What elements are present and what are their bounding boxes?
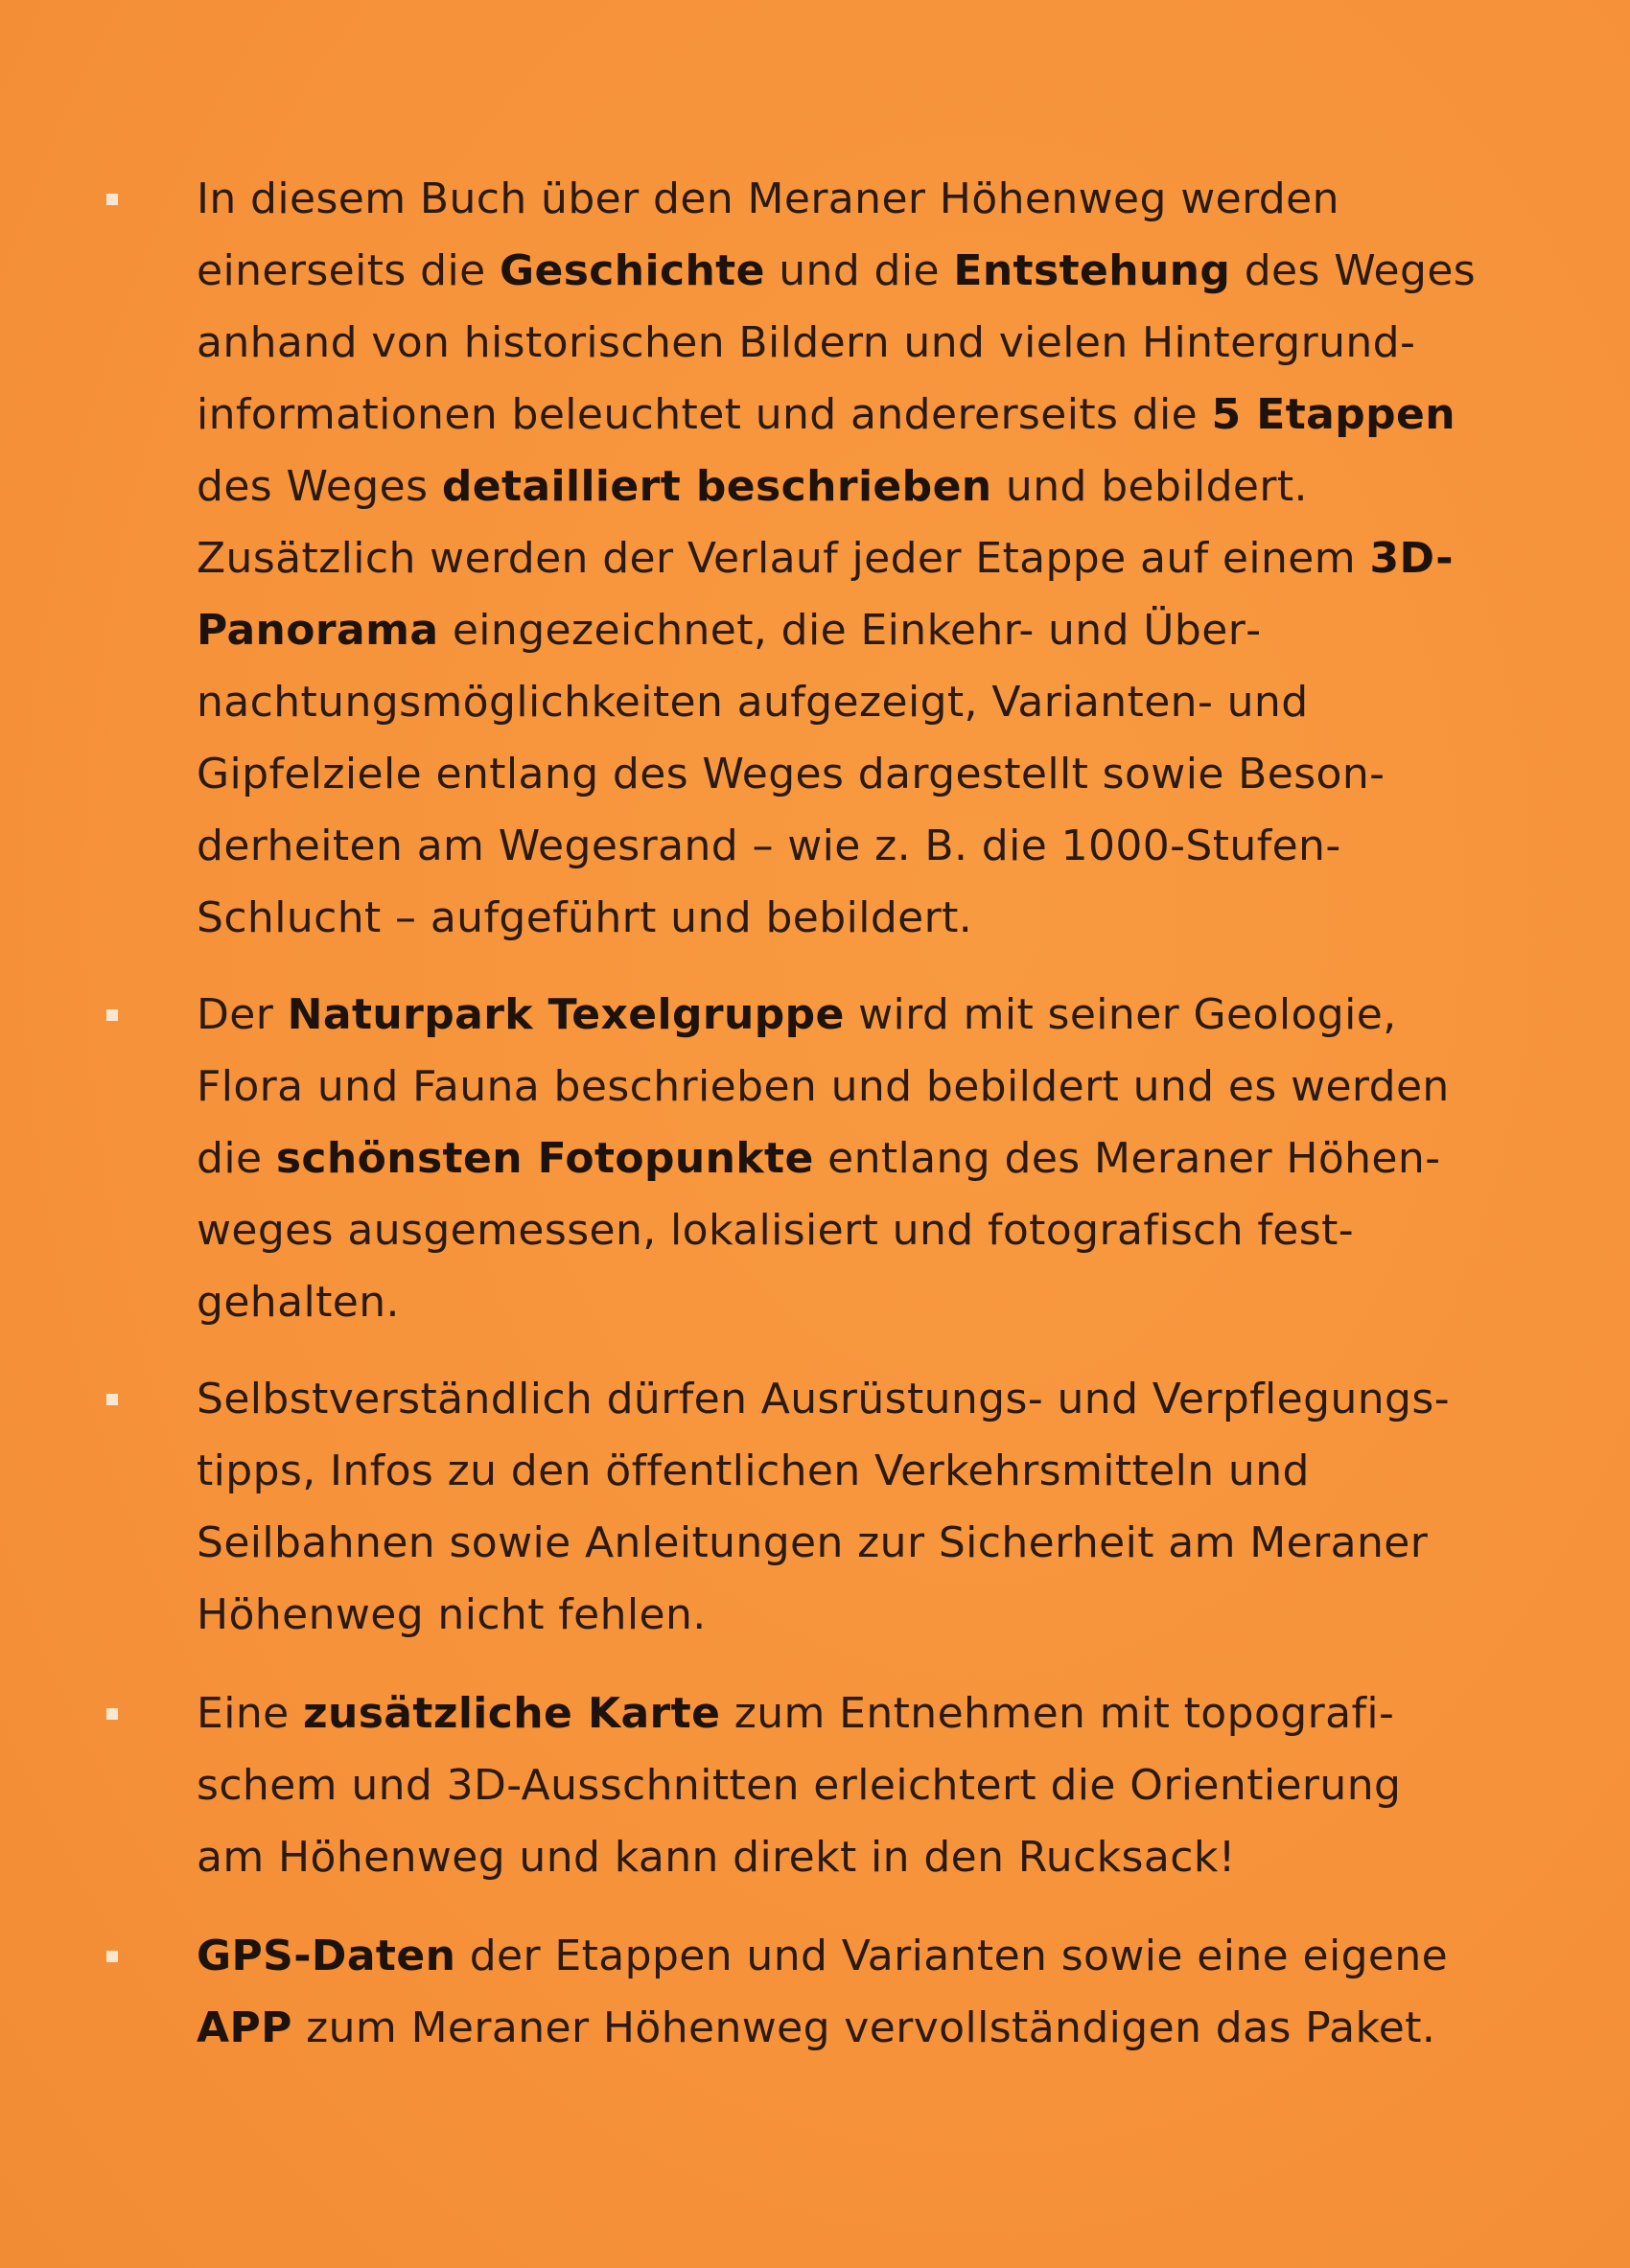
bullet-text bbox=[197, 1363, 1481, 1651]
text-segment: Selbstverständlich dürfen Ausrüstungs- und Verpflegungstipps, Infos zu den öffentlichen Verkehrsmitteln und Seilbahnen sowie Anleitungen zur Sicherheit am Meraner Höhenweg nicht fehlen. bbox=[197, 1375, 1450, 1639]
bullet-gps-app bbox=[197, 1920, 1481, 2064]
bullet-extra-map bbox=[197, 1678, 1481, 1893]
text-segment: In diesem Buch über den Meraner Höhenweg werden einerseits die bbox=[197, 174, 1339, 295]
bold-highlight: zusätzliche Karte bbox=[302, 1689, 721, 1738]
text-segment: entlang des Meraner Höhenweges ausgemessen, lokalisiert und fotografisch festgehalten. bbox=[197, 1134, 1441, 1327]
bold-highlight: Geschichte bbox=[499, 246, 765, 295]
text-segment: wird mit seiner Geologie, Flora und Fauna beschrieben und bebildert und es werden die bbox=[197, 990, 1450, 1183]
square-bullet-icon bbox=[106, 194, 118, 205]
bold-highlight: 3D-Panorama bbox=[197, 534, 1454, 655]
bullet-history-and-stages bbox=[197, 163, 1481, 954]
bullet-text bbox=[197, 1920, 1481, 2064]
text-segment: und bebildert. Zusätzlich werden der Verlauf jeder Etappe auf einem bbox=[197, 462, 1370, 583]
bold-highlight: Naturpark Texelgruppe bbox=[287, 990, 845, 1039]
square-bullet-icon bbox=[106, 1009, 118, 1021]
bold-highlight: GPS-Daten bbox=[197, 1932, 456, 1980]
bullet-text bbox=[197, 979, 1481, 1338]
text-segment: Eine bbox=[197, 1689, 303, 1738]
text-segment: zum Entnehmen mit topografischem und 3D-Ausschnitten erleichtert die Orientierung am Höhenweg und kann direkt in den Rucksack! bbox=[197, 1689, 1402, 1882]
bullet-equipment-tips bbox=[197, 1363, 1481, 1651]
bullet-nature-park bbox=[197, 979, 1481, 1338]
bold-highlight: Entstehung bbox=[953, 246, 1231, 295]
text-segment: eingezeichnet, die Einkehr- und Übernachtungsmöglichkeiten aufgezeigt, Varianten- und Gipfelziele entlang des Weges dargestellt sowie Besonderheiten am Wegesrand – wie z. B. die 1000-Stufen-Schlucht – aufgeführt und bebildert. bbox=[197, 606, 1386, 942]
text-segment: Der bbox=[197, 990, 288, 1039]
bullet-text bbox=[197, 163, 1481, 954]
square-bullet-icon bbox=[106, 1951, 118, 1962]
bold-highlight: 5 Etappen bbox=[1211, 390, 1456, 439]
text-segment: des Weges bbox=[197, 462, 442, 511]
text-segment: der Etappen und Varianten sowie eine eigene bbox=[455, 1932, 1449, 1980]
text-segment: des Weges anhand von historischen Bildern und vielen Hintergrundinformationen beleuchtet und andererseits die bbox=[197, 246, 1477, 439]
text-segment: zum Meraner Höhenweg vervollständigen das Paket. bbox=[291, 2003, 1436, 2052]
text-segment: und die bbox=[764, 246, 954, 295]
bold-highlight: APP bbox=[197, 2003, 292, 2052]
square-bullet-icon bbox=[106, 1394, 118, 1405]
feature-bullet-list bbox=[0, 163, 1630, 2064]
bullet-text bbox=[197, 1678, 1481, 1893]
bold-highlight: schönsten Fotopunkte bbox=[275, 1134, 814, 1183]
square-bullet-icon bbox=[106, 1708, 118, 1720]
bold-highlight: detailliert beschrieben bbox=[441, 462, 992, 511]
